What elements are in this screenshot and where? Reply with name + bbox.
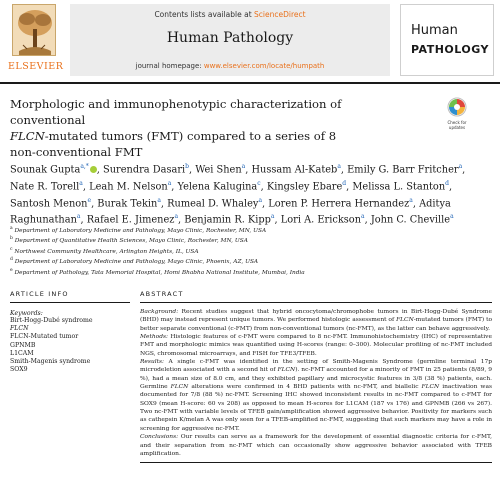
author-affiliation-marker[interactable]: d [342,179,347,187]
author-affiliation-marker[interactable]: a [450,213,454,221]
author-affiliation-marker[interactable]: a [241,163,246,170]
abstract-section [140,290,492,463]
abstract-conclusions [140,433,492,458]
results-gene-1: FLCN [277,367,296,374]
affiliation-item [10,235,490,245]
author-name[interactable]: Benjamin R. Kipp [184,214,271,226]
journal-masthead [0,0,500,80]
author-name[interactable]: Hussam Al-Kateb [251,164,338,176]
affiliation-marker: b [10,236,13,242]
author-affiliation-marker[interactable]: a [157,196,161,204]
results-gene-3: FLCN [421,384,440,391]
title-line-2-rest: -mutated tumors (FMT) compared to a series of 8 [44,129,337,143]
affiliation-text: Department of Quantitative Health Sciences, Mayo Clinic, Rochester, MN, USA [14,238,248,245]
author-name[interactable]: Santosh Menon [10,197,88,209]
author-affiliation-marker[interactable]: a [270,213,275,221]
sciencedirect-link[interactable]: ScienceDirect [254,10,306,19]
homepage-link[interactable]: www.elsevier.com/locate/humpath [203,62,325,70]
results-text-2: ). nc-FMT accounted for a minority of FMT in 25 patients (8/89, 9 %), had a mean size of 8.0 cm, and they exhibited papillary and microcystic features in 3/8 (38 %) patients, each. Germline [140,367,493,391]
author-name[interactable]: Emily G. Barr Fritcher [347,164,459,176]
article-title [10,96,410,160]
affiliation-item [10,267,490,277]
author-affiliation-marker[interactable]: a [79,179,83,187]
check-for-updates-badge[interactable] [440,96,474,130]
author-affiliation-marker[interactable]: a [337,163,341,170]
author-affiliation-marker[interactable]: a [174,213,179,221]
keyword-item: FLCN [10,325,29,333]
contents-prefix: Contents lists available at [154,10,255,19]
author-affiliation-marker[interactable]: d [445,179,449,187]
background-text-1: Recent studies suggest that hybrid oncocytoma/chromophobe tumors in Birt-Hogg-Dubé Syndrome (BHD) may instead represent unique tumors. We performed histologic assessment of [140,309,492,324]
results-gene-2: FLCN [170,384,189,391]
author-affiliation-marker[interactable]: a [258,196,263,204]
affiliation-text: Northwest Community Healthcare, Arlington Heights, IL, USA [14,248,199,255]
affiliation-marker: c [10,246,13,252]
affiliation-item [10,246,490,256]
article-info-section [10,290,130,374]
author-affiliation-marker[interactable]: a [167,179,172,187]
author-name[interactable]: John C. Cheville [370,214,451,226]
journal-name: Human Pathology [166,30,294,46]
keyword-list [10,317,130,374]
publisher-name: ELSEVIER [8,61,64,72]
affiliation-marker: d [10,257,13,263]
author-name[interactable]: Kingsley Ebare [266,181,343,193]
title-gene-name: FLCN [10,129,45,143]
author-name[interactable]: Sounak Gupta [10,164,81,176]
abstract-heading: ABSTRACT [140,290,492,303]
affiliation-text: Department of Laboratory Medicine and Pathology, Mayo Clinic, Rochester, MN, USA [14,227,267,234]
keyword-item: Smith-Magenis syndrome [10,358,91,366]
abstract-background [140,308,492,333]
abstract-results [140,358,492,433]
author-name[interactable]: Melissa L. Stanton [352,181,446,193]
author-affiliation-marker[interactable]: c [257,179,261,187]
results-text-1: A single c-FMT was identified in the setting of Smith-Magenis Syndrome (germline terminal 17p microdeletion associated with a second hit of [140,359,492,374]
abstract-methods [140,333,492,358]
results-text-4: inactivation was documented for 7/8 (88 %) nc-FMT. Screening IHC showed inconsistent results in nc-FMT compared to c-FMT for SOX9 (mean H-score: 60 vs 208) as opposed to mean H-scores for L1CAM (187 vs 176) and GPNMB (266 vs 267). Two nc-FMT with variable levels of TFEB gain/amplification showed aggressive behavior. Positivity for markers such as cathepsin K/melan A was only seen for a TFEB-amplified nc-FMT, suggesting that such markers may have a role in screening for aggressive nc-FMT. [140,384,493,432]
elsevier-tree-icon [12,4,56,56]
title-line-2 [10,128,410,144]
badge-line-2: PATHOLOGY [411,43,489,56]
author-affiliation-marker[interactable]: a [361,213,365,221]
masthead-divider [0,82,500,84]
check-updates-label: Check for updates [447,120,467,130]
title-line-1: Morphologic and immunophenotypic characterization of conventional [10,97,342,127]
author-name[interactable]: Surendra Dasari [103,164,186,176]
author-name[interactable]: Wei Shen [195,164,242,176]
affiliation-list [10,225,490,277]
background-text-2: -mutated tumors (FMT) to better separate conventional (c-FMT) from non-conventional tumors (nc-FMT), as the latter can behave aggressively. [140,317,492,332]
affiliation-item [10,256,490,266]
homepage-prefix: journal homepage: [135,62,204,70]
author-name[interactable]: Burak Tekin [97,197,158,209]
article-info-heading: ARTICLE INFO [10,290,130,303]
author-affiliation-marker[interactable]: a [458,163,463,170]
author-name[interactable]: Lori A. Erickson [280,214,361,226]
author-name[interactable]: Rumeal D. Whaley [167,197,259,209]
keyword-item: GPNMB [10,341,36,349]
author-affiliation-marker[interactable]: a [76,213,81,221]
author-name[interactable]: Aditya Raghunathan [10,197,451,226]
keyword-item: SOX9 [10,366,28,374]
affiliation-marker: a [10,226,13,231]
keyword-item: Birt-Hogg-Dubé syndrome [10,317,93,324]
abstract-bottom-rule [140,462,492,463]
author-name[interactable]: Yelena Kalugina [177,181,258,193]
journal-info-box [70,4,390,76]
check-updates-icon [440,96,474,120]
journal-cover-badge[interactable] [400,4,494,76]
keyword-item: L1CAM [10,349,34,357]
affiliation-item [10,225,490,235]
methods-label: Methods: [140,334,169,341]
background-label: Background: [140,309,179,315]
author-list: Sounak Gupta$^{a,*}$ , Surendra Dasari$^b$, Wei Shen$^a$, Hussam Al-Kateb$^a$, Emily G. Barr Fritcher$^a$, Nate R. Torell$^a$, Leah M. Nelson$^a$, Yelena Kalugina$^c$, Kingsley Ebare$^d$, Melissa L. Stanton$^d$, Santosh Menon$^e$, Burak Tekin$^a$, Rumeal D. Whaley$^a$, Loren P. Herrera Hernandez$^a$, Aditya Raghunathan$^a$, Rafael E. Jimenez$^a$, Benjamin R. Kipp$^a$, Lori A. Erickson$^a$, John C. Cheville$^a$ [10,163,466,226]
orcid-icon[interactable] [90,166,97,173]
author-name[interactable]: Loren P. Herrera Hernandez [268,197,410,209]
conclusions-label: Conclusions: [140,434,179,441]
author-affiliation-marker[interactable]: a [409,196,413,204]
affiliation-marker: e [10,267,13,273]
author-name[interactable]: Leah M. Nelson [89,181,168,193]
affiliation-text: Department of Pathology, Tata Memorial Hospital, Homi Bhabha National Institute, Mumbai, India [14,269,305,276]
results-text-3: alterations were confirmed in 4 BHD patients with nc-FMT, and biallelic [188,384,422,391]
author-affiliation-marker[interactable]: b [185,163,189,170]
conclusions-text: Our results can serve as a framework for the development of essential diagnostic criteria for c-FMT, and their separation from nc-FMT which can occasionally show aggressive behavior associated with TFEB amplification. [140,434,492,457]
author-name[interactable]: Nate R. Torell [10,181,80,193]
contents-line [70,10,390,19]
author-name[interactable]: Rafael E. Jimenez [86,214,175,226]
homepage-line [70,62,390,70]
badge-line-1: Human [411,23,458,38]
title-line-3: non-conventional FMT [10,145,143,159]
elsevier-logo[interactable] [8,4,64,76]
author-affiliation-marker[interactable]: e [87,196,92,204]
background-gene: FLCN [396,317,414,324]
affiliation-text: Department of Laboratory Medicine and Pathology, Mayo Clinic, Phoenix, AZ, USA [14,259,259,266]
methods-text: Histologic features of c-FMT were compared to 8 nc-FMT. Immunohistochemistry (IHC) of representative FMT and morphologic mimics was quantified using H-scores (range: 0–300). Molecular profiling of nc-FMT included NGS, chromosomal microarrays, and FISH for TFE3/TFEB. [140,334,492,357]
author-affiliation-marker[interactable]: a,* [80,163,89,170]
keyword-item: FLCN-Mutated tumor [10,333,79,341]
abstract-body [140,308,492,458]
results-label: Results: [140,359,164,366]
keywords-heading: Keywords: [10,310,43,317]
